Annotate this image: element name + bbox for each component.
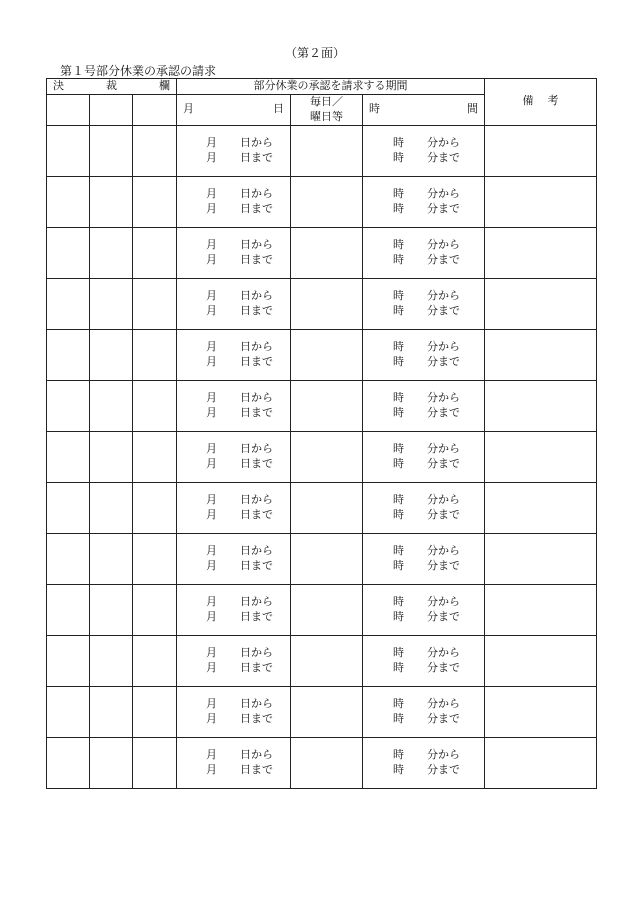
weekday-cell[interactable] [291,737,363,788]
approval-stamp-cell[interactable] [47,686,90,737]
remarks-cell[interactable] [485,278,597,329]
period-cell[interactable]: 月 日から 月 日まで [177,176,291,227]
approval-stamp-cell[interactable] [47,737,90,788]
period-cell[interactable]: 月 日から 月 日まで [177,482,291,533]
table-row [47,125,597,176]
approval-stamp-cell[interactable] [90,278,133,329]
remarks-cell[interactable] [485,431,597,482]
remarks-cell[interactable] [485,584,597,635]
approval-stamp-cell[interactable] [90,227,133,278]
approval-stamp-cell[interactable] [47,380,90,431]
approval-stamp-cell[interactable] [133,125,177,176]
approval-stamp-cell[interactable] [133,533,177,584]
approval-stamp-cell[interactable] [47,125,90,176]
approval-stamp-cell[interactable] [47,278,90,329]
approval-stamp-cell[interactable] [90,482,133,533]
approval-stamp-cell[interactable] [90,584,133,635]
time-cell[interactable]: 時 分から 時 分まで [363,125,485,176]
period-cell[interactable]: 月 日から 月 日まで [177,533,291,584]
table-row [47,686,597,737]
approval-stamp-cell[interactable] [133,431,177,482]
weekday-cell[interactable] [291,278,363,329]
time-cell[interactable]: 時 分から 時 分まで [363,380,485,431]
header-row-1 [47,79,597,95]
remarks-cell[interactable] [485,125,597,176]
time-cell[interactable]: 時 分から 時 分まで [363,176,485,227]
period-header: 部分休業の承認を請求する期間 [177,79,485,95]
period-cell[interactable]: 月 日から 月 日まで [177,227,291,278]
weekday-cell[interactable] [291,329,363,380]
table-row [47,635,597,686]
approval-header: 決 裁 欄 [47,79,177,95]
weekday-cell[interactable] [291,533,363,584]
table-row [47,533,597,584]
approval-stamp-cell[interactable] [47,482,90,533]
approval-stamp-cell[interactable] [90,635,133,686]
approval-stamp-cell[interactable] [133,227,177,278]
weekday-cell[interactable] [291,431,363,482]
table-row [47,584,597,635]
weekday-cell[interactable] [291,125,363,176]
time-cell[interactable]: 時 分から 時 分まで [363,533,485,584]
approval-stamp-cell[interactable] [90,176,133,227]
weekday-cell[interactable] [291,380,363,431]
period-cell[interactable]: 月 日から 月 日まで [177,431,291,482]
approval-stamp-cell[interactable] [47,176,90,227]
approval-stamp-cell[interactable] [47,533,90,584]
month-day-header: 月 日 [177,94,291,125]
time-cell[interactable]: 時 分から 時 分まで [363,635,485,686]
approval-stamp-cell[interactable] [90,533,133,584]
period-cell[interactable]: 月 日から 月 日まで [177,686,291,737]
table-row [47,329,597,380]
table-row [47,380,597,431]
remarks-header: 備 考 [485,79,597,126]
remarks-cell[interactable] [485,533,597,584]
form-title: 第１号部分休業の承認の請求 [60,64,217,78]
time-cell[interactable]: 時 分から 時 分まで [363,584,485,635]
approval-stamp-cell[interactable] [47,584,90,635]
approval-stamp-cell[interactable] [90,686,133,737]
time-cell[interactable]: 時 分から 時 分まで [363,431,485,482]
approval-stamp-cell[interactable] [133,584,177,635]
weekday-cell[interactable] [291,176,363,227]
approval-stamp-cell[interactable] [47,329,90,380]
approval-stamp-cell[interactable] [133,278,177,329]
remarks-cell[interactable] [485,227,597,278]
approval-stamp-cell[interactable] [47,227,90,278]
time-cell[interactable]: 時 分から 時 分まで [363,482,485,533]
time-header: 時 間 [363,94,485,125]
remarks-cell[interactable] [485,380,597,431]
period-cell[interactable]: 月 日から 月 日まで [177,584,291,635]
approval-stamp-cell[interactable] [47,635,90,686]
approval-stamp-cell[interactable] [133,635,177,686]
remarks-cell[interactable] [485,329,597,380]
remarks-cell[interactable] [485,635,597,686]
approval-cell-2 [90,94,133,125]
approval-stamp-cell[interactable] [133,380,177,431]
period-cell[interactable]: 月 日から 月 日まで [177,737,291,788]
table-row [47,482,597,533]
period-cell[interactable]: 月 日から 月 日まで [177,329,291,380]
approval-stamp-cell[interactable] [133,737,177,788]
approval-stamp-cell[interactable] [90,380,133,431]
weekday-cell[interactable] [291,686,363,737]
approval-stamp-cell[interactable] [133,176,177,227]
remarks-cell[interactable] [485,737,597,788]
remarks-cell[interactable] [485,686,597,737]
remarks-cell[interactable] [485,176,597,227]
time-cell[interactable]: 時 分から 時 分まで [363,737,485,788]
approval-stamp-cell[interactable] [90,737,133,788]
weekday-cell[interactable] [291,635,363,686]
table-row [47,176,597,227]
page-number: （第２面） [284,46,345,60]
period-cell[interactable]: 月 日から 月 日まで [177,380,291,431]
time-cell[interactable]: 時 分から 時 分まで [363,686,485,737]
approval-stamp-cell[interactable] [90,329,133,380]
weekday-cell[interactable] [291,482,363,533]
request-form-table [46,78,597,789]
time-cell[interactable]: 時 分から 時 分まで [363,329,485,380]
approval-cell-1 [47,94,90,125]
time-cell[interactable]: 時 分から 時 分まで [363,227,485,278]
approval-stamp-cell[interactable] [133,329,177,380]
period-cell[interactable]: 月 日から 月 日まで [177,125,291,176]
remarks-cell[interactable] [485,482,597,533]
approval-stamp-cell[interactable] [133,482,177,533]
approval-stamp-cell[interactable] [47,431,90,482]
time-cell[interactable]: 時 分から 時 分まで [363,278,485,329]
table-row [47,431,597,482]
approval-stamp-cell[interactable] [133,686,177,737]
weekday-cell[interactable] [291,584,363,635]
approval-cell-3 [133,94,177,125]
approval-stamp-cell[interactable] [90,125,133,176]
table-row [47,737,597,788]
table-row [47,278,597,329]
period-cell[interactable]: 月 日から 月 日まで [177,635,291,686]
table-row [47,227,597,278]
approval-stamp-cell[interactable] [90,431,133,482]
period-cell[interactable]: 月 日から 月 日まで [177,278,291,329]
weekday-cell[interactable] [291,227,363,278]
weekday-header: 毎日／ 曜日等 [291,94,363,125]
